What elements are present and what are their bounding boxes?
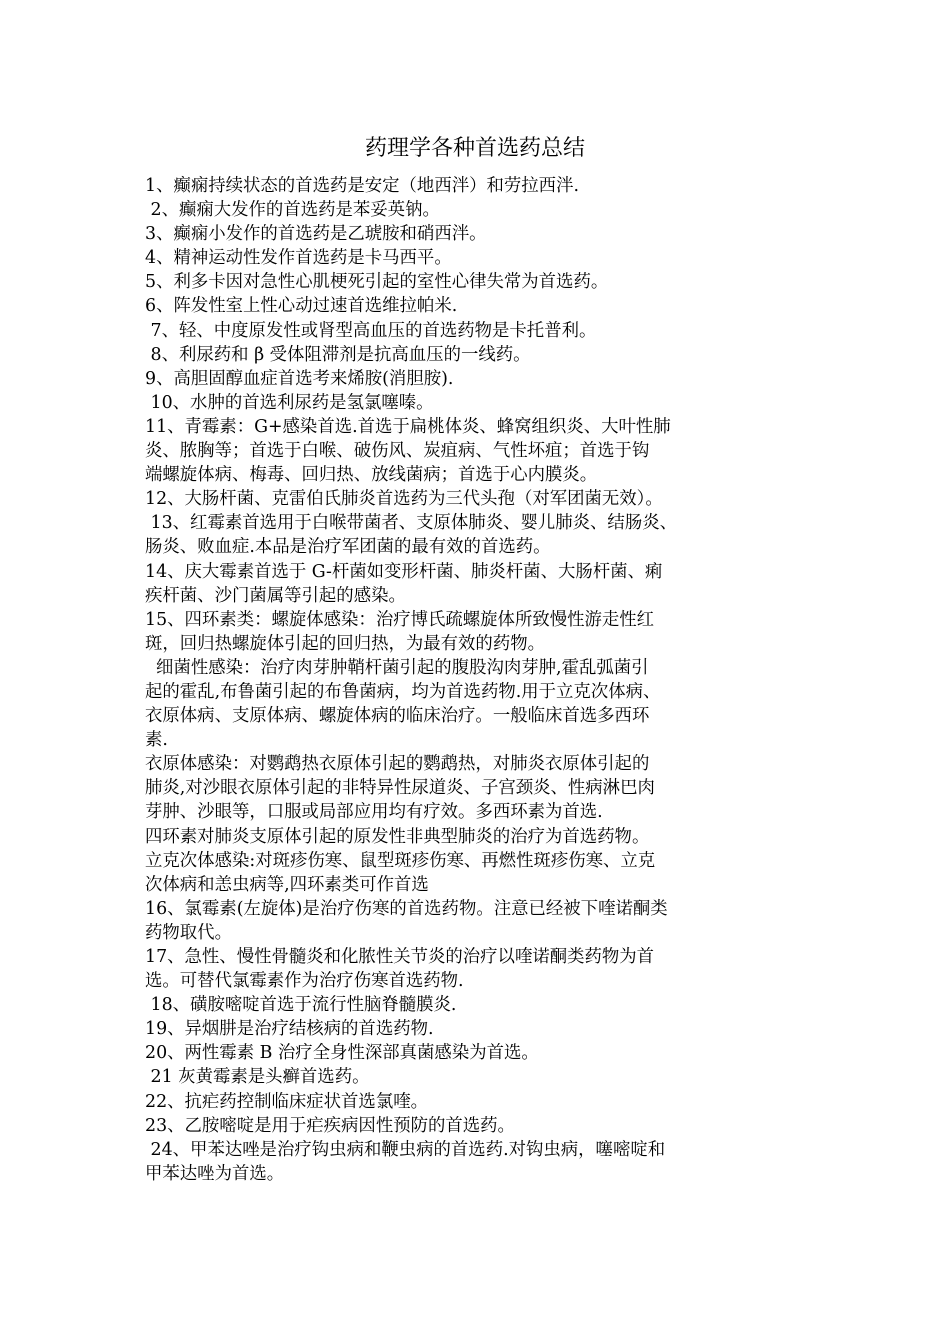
- text-line: 22、抗疟药控制临床症状首选氯喹。: [145, 1091, 428, 1112]
- text-line: 7、轻、中度原发性或肾型高血压的首选药物是卡托普利。: [145, 320, 597, 341]
- text-line: 15、四环素类：螺旋体感染：治疗博氏疏螺旋体所致慢性游走性红: [145, 609, 655, 630]
- text-line: 6、阵发性室上性心动过速首选维拉帕米.: [145, 296, 458, 317]
- text-line: 4、精神运动性发作首选药是卡马西平。: [145, 248, 452, 269]
- text-line: 斑，回归热螺旋体引起的回归热，为最有效的药物。: [145, 633, 545, 654]
- text-line: 2、癫痫大发作的首选药是苯妥英钠。: [145, 200, 440, 221]
- text-line: 端螺旋体病、梅毒、回归热、放线菌病；首选于心内膜炎。: [145, 465, 598, 486]
- text-line: 选。可替代氯霉素作为治疗伤寒首选药物.: [145, 971, 464, 992]
- text-line: 立克次体感染:对斑疹伤寒、鼠型斑疹伤寒、再燃性斑疹伤寒、立克: [145, 850, 656, 871]
- text-line: 1、癫痫持续状态的首选药是安定（地西泮）和劳拉西泮.: [145, 176, 579, 196]
- text-line: 药物取代。: [145, 922, 232, 943]
- text-line: 素.: [145, 730, 168, 751]
- text-line: 起的霍乱,布鲁菌引起的布鲁菌病，均为首选药物.用于立克次体病、: [145, 681, 661, 702]
- text-line: 11、青霉素：G+感染首选.首选于扁桃体炎、蜂窝组织炎、大叶性肺: [145, 416, 671, 437]
- text-line: 炎、脓胸等；首选于白喉、破伤风、炭疽病、气性坏疽；首选于钩: [145, 441, 650, 462]
- text-line: 甲苯达唑为首选。: [145, 1163, 285, 1184]
- text-line: 9、高胆固醇血症首选考来烯胺(消胆胺).: [145, 368, 454, 389]
- text-line: 肺炎,对沙眼衣原体引起的非特异性尿道炎、子宫颈炎、性病淋巴肉: [145, 778, 655, 799]
- text-line: 5、利多卡因对急性心肌梗死引起的室性心律失常为首选药。: [145, 272, 609, 293]
- text-line: 衣原体病、支原体病、螺旋体病的临床治疗。一般临床首选多西环: [145, 706, 650, 727]
- text-line: 16、氯霉素(左旋体)是治疗伤寒的首选药物。注意已经被下喹诺酮类: [145, 898, 668, 919]
- text-line: 18、磺胺嘧啶首选于流行性脑脊髓膜炎.: [145, 995, 457, 1016]
- text-line: 14、庆大霉素首选于 G-杆菌如变形杆菌、肺炎杆菌、大肠杆菌、痢: [145, 561, 663, 582]
- text-line: 衣原体感染：对鹦鹉热衣原体引起的鹦鹉热，对肺炎衣原体引起的: [145, 754, 650, 775]
- text-line: 四环素对肺炎支原体引起的原发性非典型肺炎的治疗为首选药物。: [145, 826, 650, 847]
- text-line: 3、癫痫小发作的首选药是乙琥胺和硝西泮。: [145, 224, 487, 245]
- text-line: 17、急性、慢性骨髓炎和化脓性关节炎的治疗以喹诺酮类药物为首: [145, 947, 655, 967]
- text-line: 芽肿、沙眼等，口服或局部应用均有疗效。多西环素为首选.: [145, 802, 603, 823]
- text-line: 23、乙胺嘧啶是用于疟疾病因性预防的首选药。: [145, 1115, 515, 1136]
- text-line: 12、大肠杆菌、克雷伯氏肺炎首选药为三代头孢（对军团菌无效）。: [145, 489, 663, 510]
- text-line: 20、两性霉素 B 治疗全身性深部真菌感染为首选。: [145, 1043, 539, 1064]
- text-line: 21 灰黄霉素是头癣首选药。: [145, 1067, 370, 1088]
- text-line: 细菌性感染：治疗肉芽肿鞘杆菌引起的腹股沟肉芽肿,霍乱弧菌引: [145, 657, 649, 678]
- text-line: 13、红霉素首选用于白喉带菌者、支原体肺炎、婴儿肺炎、结肠炎、: [145, 513, 677, 534]
- text-line: 次体病和恙虫病等,四环素类可作首选: [145, 874, 429, 895]
- document-title: 药理学各种首选药总结: [364, 136, 585, 161]
- text-line: 10、水肿的首选利尿药是氢氯噻嗪。: [145, 392, 434, 413]
- text-line: 19、异烟肼是治疗结核病的首选药物.: [145, 1019, 434, 1040]
- text-line: 8、利尿药和 β 受体阻滞剂是抗高血压的一线药。: [145, 344, 531, 365]
- text-line: 肠炎、败血症.本品是治疗军团菌的最有效的首选药。: [145, 537, 551, 558]
- text-line: 疾杆菌、沙门菌属等引起的感染。: [145, 585, 406, 606]
- document-body: [145, 174, 825, 1186]
- text-line: 24、甲苯达唑是治疗钩虫病和鞭虫病的首选药.对钩虫病，噻嘧啶和: [145, 1139, 666, 1160]
